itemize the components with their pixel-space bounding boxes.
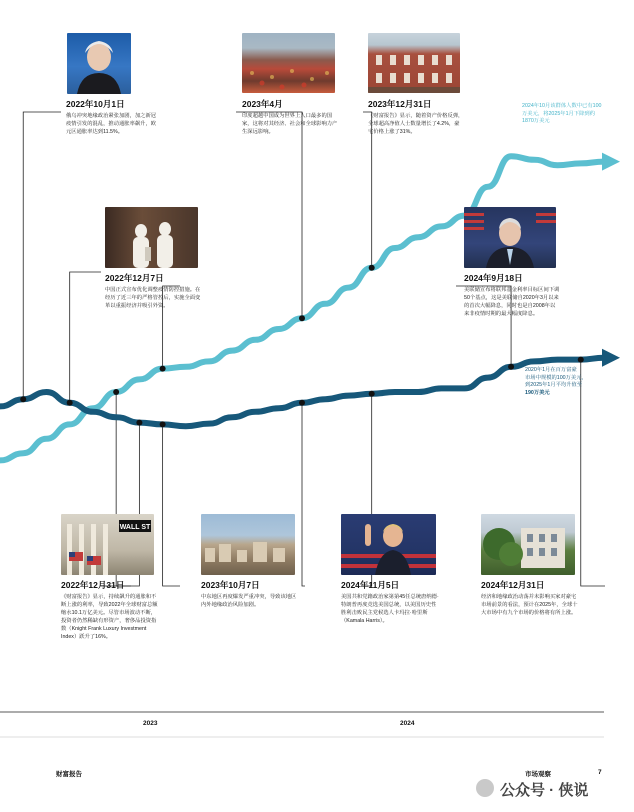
event-text: 《财富报告》显示，随着资产价格反弹，全球超高净值人士数量增长了4.2%，豪宅价格上涨了31%。: [368, 113, 464, 135]
event-date: 2024年9月18日: [464, 273, 523, 283]
year-label-2024: 2024: [400, 720, 415, 727]
event-point: [136, 420, 142, 426]
event-date: 2023年10月7日: [201, 580, 260, 590]
event-point: [299, 315, 305, 321]
event-text: 美国共和党籍政治家第第45任总统唐纳德·特朗普再度竞选美国总统，以美国历史性胜利击败民主党候选人卡玛拉·哈里斯（Kamala Harris）。: [341, 594, 439, 624]
event-text: 经济和地缘政治动荡并未影响买家对豪宅市场前景的看法，预计在2025年，全球十大市场中有九个市场的价格将有所上涨。: [481, 594, 578, 616]
event-date: 2022年12月7日: [105, 273, 164, 283]
photo-powell: [464, 207, 556, 268]
event-point: [578, 357, 584, 363]
photo-ppe: [105, 207, 198, 268]
event-point: [160, 421, 166, 427]
note-value: 190万美元: [525, 389, 550, 396]
watermark-wechat-icon: [476, 779, 494, 797]
connector-line: [236, 112, 302, 318]
connector-line: [302, 403, 305, 586]
event-text: 俄乌冲突地缘政治紧张加剧，加之新冠疫情引发的混乱，推动通胀率飙升，欧元区通胀率达到11.5%。: [66, 113, 157, 135]
photo-mansion: [368, 33, 460, 93]
event-text: 美联储宣布将联邦基金利率目标区间下调50个基点，这是美联储自2020年3月以来的首次大幅降息，同时也是自2008年以来非疫情时期的最大幅度降息。: [464, 287, 560, 317]
event-date: 2023年12月31日: [368, 99, 432, 109]
event-point: [113, 389, 119, 395]
event-text: 中东地区再度爆发严重冲突，导致该地区内外地缘政治风险加剧。: [201, 594, 297, 608]
note-line: 市场中规模的100万美元，: [525, 374, 587, 381]
event-date: 2024年12月31日: [481, 580, 545, 590]
connector-line: [163, 424, 180, 586]
wall-st-sign: WALL ST: [119, 524, 151, 531]
event-point: [369, 391, 375, 397]
note-line: 2020年1月在百万富豪: [525, 367, 577, 373]
event-text: 中国正式宣布优化调整疫情防控措施。在经历了近三年的严格管控后，实施全面变革以重振经济并吸引外资。: [105, 287, 201, 309]
event-date: 2022年12月31日: [61, 580, 125, 590]
footer-page-number: 7: [598, 769, 602, 776]
event-date: 2024年11月5日: [341, 580, 400, 590]
photo-gaza: [201, 514, 295, 575]
photo-lagarde: [67, 33, 131, 94]
event-point: [299, 400, 305, 406]
photo-crowd: [242, 33, 335, 93]
watermark-text: 公众号 · 侠说: [500, 782, 589, 799]
event-date: 2023年4月: [242, 99, 283, 109]
note-top-right: 2024年10月该群体人数中已有100万美元，将2025年1月下降到约1870万美元: [522, 103, 602, 124]
connector-line: [70, 272, 101, 403]
year-label-2023: 2023: [143, 720, 158, 727]
event-point: [20, 396, 26, 402]
photo-trump: [341, 514, 436, 575]
series-arrow-light: [602, 153, 620, 171]
event-point: [67, 400, 73, 406]
photo-wallst: [61, 514, 154, 575]
connector-line: [23, 112, 61, 399]
note-line: 到2025年1月平均升值至: [525, 382, 583, 388]
event-point: [369, 265, 375, 271]
event-point: [160, 366, 166, 372]
event-point: [508, 364, 514, 370]
series-arrow-dark: [602, 349, 620, 367]
event-date: 2022年10月1日: [66, 99, 125, 109]
photo-house: [481, 514, 575, 575]
event-text: 印度超越中国成为世界上人口最多的国家，这将对其经济、社会和全球影响力产生深远影响。: [242, 113, 338, 135]
footer-left: 财富报告: [56, 771, 82, 778]
event-text: 《财富报告》显示，持续飙升的通胀和不断上涨的利率，导致2022年全球财富总额缩水10.1万亿美元。尽管市场波动不断，投资者仍然稀缺有形资产，奢侈品投资指数（Knight Frank Luxury Investment Index）跃升了16%。: [61, 594, 158, 640]
note-mid-right: [525, 367, 607, 397]
footer-right-title: 市场观察: [525, 771, 551, 778]
